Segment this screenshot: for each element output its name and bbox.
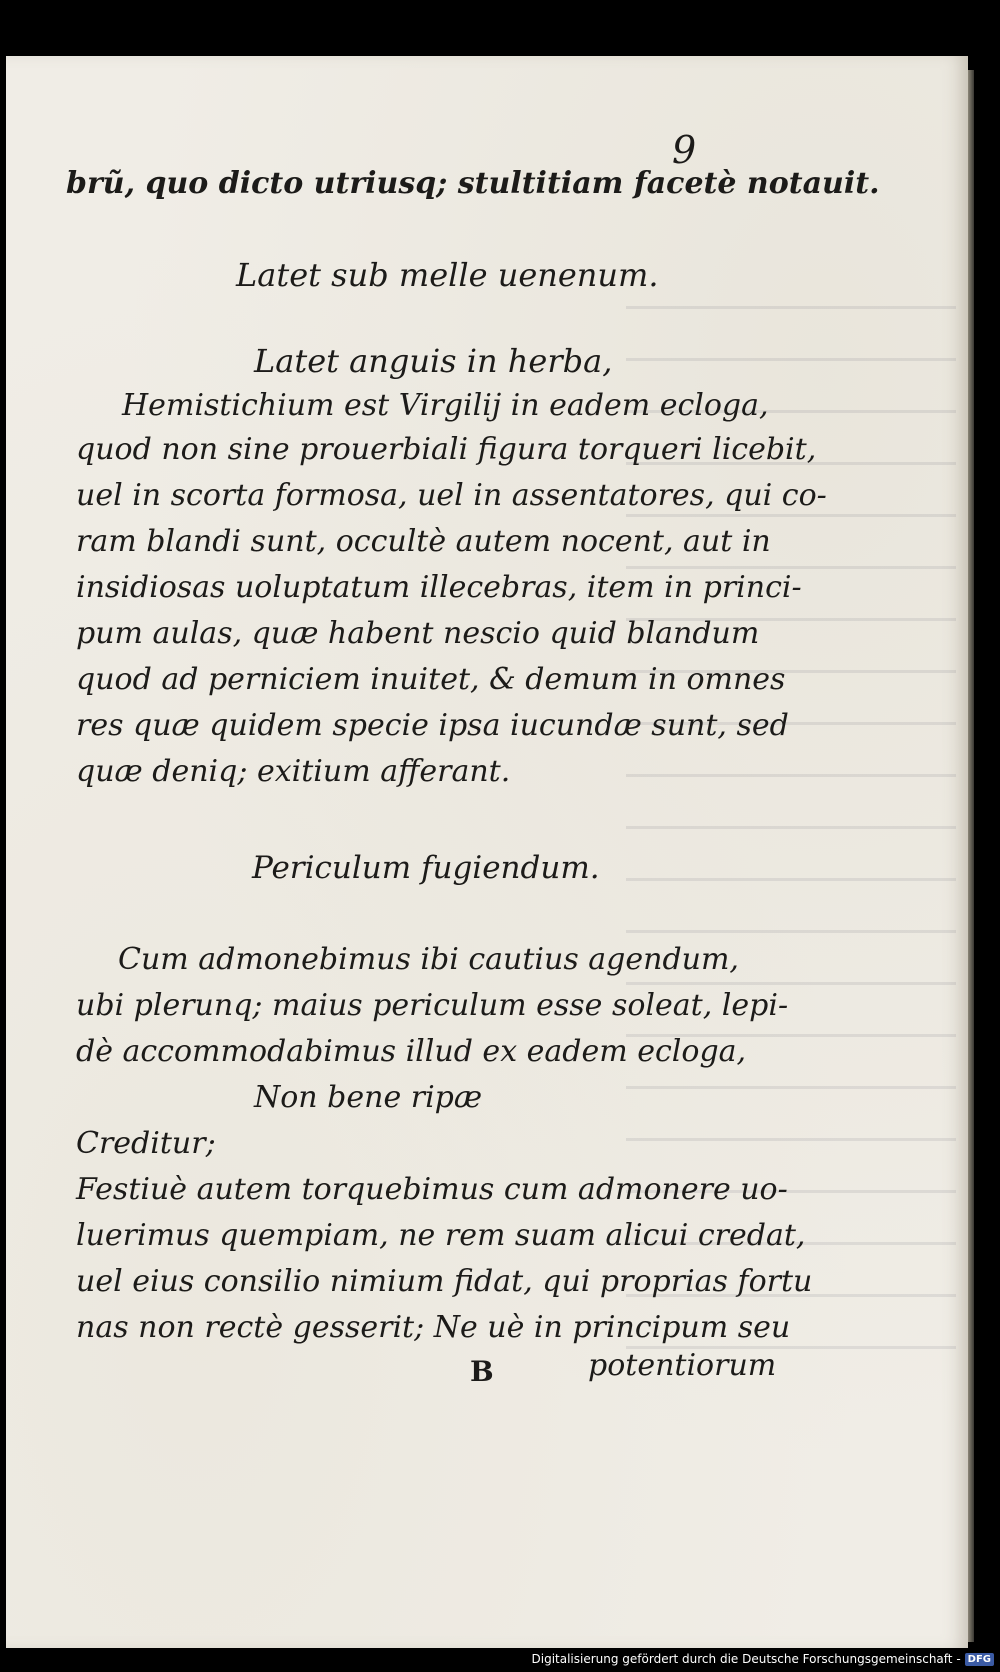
text-line: Festiuè autem torquebimus cum admonere uo- — [76, 1172, 788, 1207]
page-number: 9 — [672, 128, 697, 172]
text-line: ram blandi sunt, occultè autem nocent, aut in — [76, 524, 771, 559]
text-line: nas non rectè gesserit; Ne uè in principum seu — [76, 1310, 791, 1345]
text-line: uel in scorta formosa, uel in assentatores, qui co- — [76, 478, 827, 513]
text-line: quod non sine prouerbiali figura torqueri licebit, — [76, 432, 817, 467]
text-line: dè accommodabimus illud ex eadem ecloga, — [76, 1034, 747, 1069]
text-line: Cum admonebimus ibi cautius agendum, — [118, 942, 739, 977]
text-line: brũ, quo dicto utriusq; stultitiam facetè notauit. — [66, 166, 880, 201]
dfg-logo: DFG — [965, 1653, 994, 1666]
section-heading: Periculum fugiendum. — [252, 850, 600, 886]
verse-quote: Latet anguis in herba, — [254, 342, 613, 380]
verse-quote: Creditur; — [76, 1126, 216, 1161]
section-heading: Latet sub melle uenenum. — [236, 256, 659, 294]
text-line: res quæ quidem specie ipsa iucundæ sunt, sed — [76, 708, 789, 743]
text-line: quæ deniq; exitium afferant. — [76, 754, 511, 789]
text-line: insidiosas uoluptatum illecebras, item in princi- — [76, 570, 802, 605]
text-line: ubi plerunq; maius periculum esse soleat, lepi- — [76, 988, 789, 1023]
text-line: pum aulas, quæ habent nescio quid blandum — [76, 616, 760, 651]
funding-credit: Digitalisierung gefördert durch die Deutsche Forschungsgemeinschaft - — [531, 1652, 961, 1666]
text-line: Hemistichium est Virgilij in eadem ecloga, — [122, 388, 769, 423]
page-edge — [968, 70, 974, 1642]
catchword: potentiorum — [588, 1348, 777, 1383]
text-line: uel eius consilio nimium fidat, qui proprias fortu — [76, 1264, 813, 1299]
text-line: luerimus quempiam, ne rem suam alicui credat, — [76, 1218, 806, 1253]
signature-mark: B — [470, 1355, 494, 1388]
verse-quote: Non bene ripæ — [254, 1080, 483, 1115]
digitization-footer — [532, 1650, 995, 1668]
text-line: quod ad perniciem inuitet, & demum in omnes — [76, 662, 786, 697]
